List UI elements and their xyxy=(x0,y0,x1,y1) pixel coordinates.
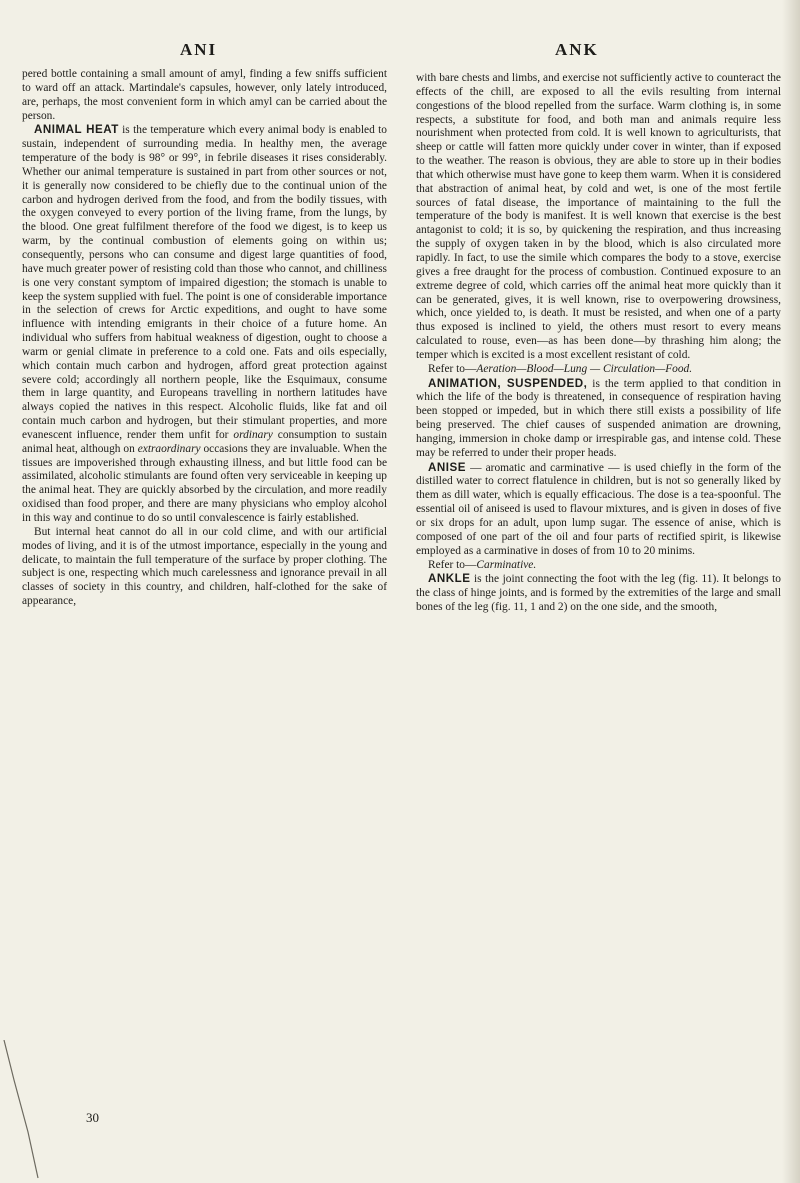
refer-label: Refer to— xyxy=(428,558,477,571)
entry-text: consumption to sustain animal heat, although on xyxy=(22,428,387,455)
entry-animation-suspended xyxy=(416,377,781,461)
running-header-left: ANI xyxy=(180,40,218,59)
emphasis: extraordinary xyxy=(137,442,201,455)
left-column xyxy=(22,68,387,609)
entry-anise xyxy=(416,461,781,559)
emphasis: ordinary xyxy=(233,428,273,441)
cross-reference xyxy=(416,559,781,573)
paragraph-clothing: But internal heat cannot do all in our cold clime, and with our artificial modes of living, and it is of the utmost importance, especially in the young and delicate, to maintain the full temperature of the surface by proper clothing. The subject is one, respecting which much carelessness and ignorance prevail in all classes of society in this country, and children, half-clothed for the sake of appearance, xyxy=(22,525,387,608)
entry-term: ANISE xyxy=(428,460,466,474)
entry-ankle xyxy=(416,572,781,615)
entry-text: is the joint connecting the foot with the leg (fig. 11). It belongs to the class of hinge joints, and is formed by the extremities of the large and small bones of the leg (fig. 11, 1 and 2) on the one side, and the smooth, xyxy=(416,573,781,614)
paragraph-amyl-continued: pered bottle containing a small amount of amyl, finding a few sniffs sufficient to ward off an attack. Martindale's capsules, however, only lately introduced, are, perhaps, the most convenient form in which amyl can be carried about the person. xyxy=(22,68,387,122)
entry-text: occasions they are invaluable. When the tissues are impoverished through exhausting illness, and but little food can be assimilated, alcoholic stimulants are found often very serviceable in keeping up the animal heat. They are quickly absorbed by the circulation, and more readily oxidised than food proper, and there are many physicians who employ alcohol in this way and continue to do so until convalescence is fairly established. xyxy=(22,442,387,524)
entry-term: ANIMATION, SUSPENDED, xyxy=(428,376,588,390)
refer-label: Refer to— xyxy=(428,362,477,375)
scan-margin-line xyxy=(0,1040,120,1180)
entry-text: is the term applied to that condition in which the life of the body is threatened, in consequence of respiration having been stopped or impeded, but in which there still exists a possibility of life being preserved. The chief causes of suspended animation are drowning, hanging, immersion in choke damp or irrespirable gas, and intense cold. These may be referred to under their proper heads. xyxy=(416,377,781,459)
page-edge-shadow xyxy=(782,0,800,1183)
cross-reference xyxy=(416,363,781,377)
entry-term: ANIMAL HEAT xyxy=(34,123,119,137)
right-column xyxy=(416,72,781,615)
running-header-right: ANK xyxy=(555,40,599,59)
refer-targets: Aeration—Blood—Lung — Circulation—Food. xyxy=(476,362,693,375)
page-number: 30 xyxy=(86,1110,99,1125)
entry-text: — aromatic and carminative — is used chiefly in the form of the distilled water to correct flatulence in children, but is not so generally liked by them as dill water, which is equally efficacious. The dose is a tea-spoonful. The essential oil of aniseed is used to flavour mixtures, and is given in doses of five or six drops for an adult, upon lump sugar. The essence of anise, which is composed of one part of the oil and four parts of rectified spirit, is likewise employed as a carminative in doses of from 10 to 20 minims. xyxy=(416,461,781,557)
entry-animal-heat xyxy=(22,123,387,525)
entry-text: is the temperature which every animal body is enabled to sustain, independent of surrounding media. In healthy men, the average temperature of the body is 98° or 99°, in febrile diseases it rises considerably. Whether our animal temperature is sustained in part from other sources or not, it is generally now considered to be chiefly due to the continual union of the carbon and hydrogen derived from the food, and from the bodily tissues, with the oxygen conveyed to every portion of the living frame, from the lungs, by the blood. One great fulfilment therefore of the food we digest, is to keep us warm, by the continual combustion of elements going on within us; consequently, persons who can consume and digest large quantities of food, have much greater power of resisting cold than those who cannot, and chilliness is one very constant symptom of impaired digestion; the stomach is unable to keep the system supplied with fuel. The point is one of considerable importance in the selection of crews for Arctic expeditions, and ought to have some influence with intending emigrants in their choice of a future home. An individual who suffers from habitual weakness of digestion, ought to choose a warm or genial climate in preference to a cold one. Fats and oils especially, which contain much carbon and hydrogen, afford great protection against severe cold; accordingly all northern people, like the Esquimaux, consume them in large quantity, and Europeans travelling in northern latitudes have always copied the natives in this respect. Alcoholic fluids, like fat and oil contain much carbon and hydrogen, but their stimulant properties, and more evanescent influence, render them unfit for xyxy=(22,124,387,441)
paragraph-clothing-continued: with bare chests and limbs, and exercise not sufficiently active to counteract the effects of the chill, are exposed to all the evils resulting from internal congestions of the blood repelled from the surface. Warm clothing is, in some respects, a substitute for food, and both man and animals require less nourishment when protected from cold. It is well known to agriculturists, that sheep or cattle will fatten more quickly under cover in winter, than if exposed to the weather. The reason is obvious, they are able to store up in their bodies that which otherwise must have gone to keep them warm. When it is considered that abstraction of animal heat, by cold and wet, is one of the most fertile sources of fatal disease, the importance of maintaining to the full the temperature of the body is manifest. It is well known that exercise is the best antagonist to cold; it is so, by quickening the respiration, and thus increasing the supply of oxygen taken in by the blood, which is also circulated more rapidly. In fact, to use the simile which compares the body to a stove, exercise gives a free draught for the process of combustion. Continued exposure to an extreme degree of cold, which carries off the animal heat more quickly than it can be generated, gives, it is well known, rise to overpowering drowsiness, which, once yielded to, is death. It must be resisted, and when one of a party thus exposed is inclined to yield, the others must resort to every means calculated to rouse, even—as has been done—by thrashing him along; the temper which is excited is a most excellent resistant of cold. xyxy=(416,72,781,361)
refer-targets: Carminative. xyxy=(476,558,537,571)
entry-term: ANKLE xyxy=(428,572,471,586)
